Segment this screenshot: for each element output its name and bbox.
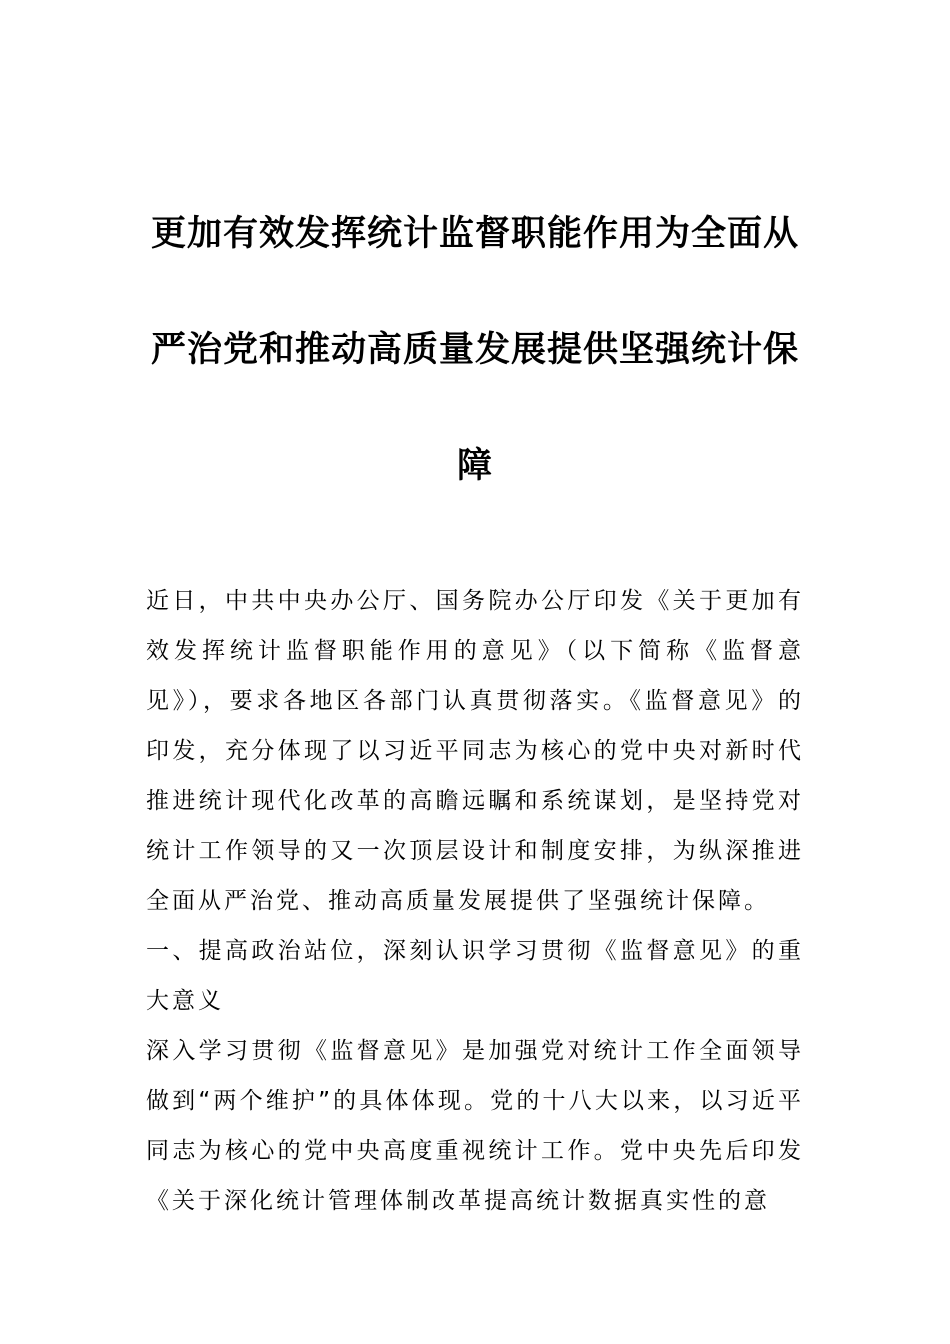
- title-line-3: 障: [456, 445, 493, 486]
- document-title: [0, 176, 950, 524]
- section-1-paragraph: 深入学习贯彻《监督意见》是加强党对统计工作全面领导做到“两个维护”的具体体现。党的十八大以来，以习近平同志为核心的党中央高度重视统计工作。党中央先后印发《关于深化统计管理体制改革提高统计数据真实性的意: [146, 1038, 804, 1214]
- title-line-1: 更加有效发挥统计监督职能作用为全面从: [150, 213, 799, 254]
- intro-paragraph: 近日，中共中央办公厅、国务院办公厅印发《关于更加有效发挥统计监督职能作用的意见》（以下简称《监督意见》），要求各地区各部门认真贯彻落实。《监督意见》的印发，充分体现了以习近平同志为核心的党中央对新时代推进统计现代化改革的高瞻远瞩和系统谋划，是坚持党对统计工作领导的又一次顶层设计和制度安排，为纵深推进全面从严治党、推动高质量发展提供了坚强统计保障。: [146, 588, 804, 914]
- document-body: [146, 576, 804, 1226]
- section-heading-1: 一、提高政治站位，深刻认识学习贯彻《监督意见》的重大意义: [146, 938, 804, 1014]
- title-line-2: 严治党和推动高质量发展提供坚强统计保: [150, 329, 799, 370]
